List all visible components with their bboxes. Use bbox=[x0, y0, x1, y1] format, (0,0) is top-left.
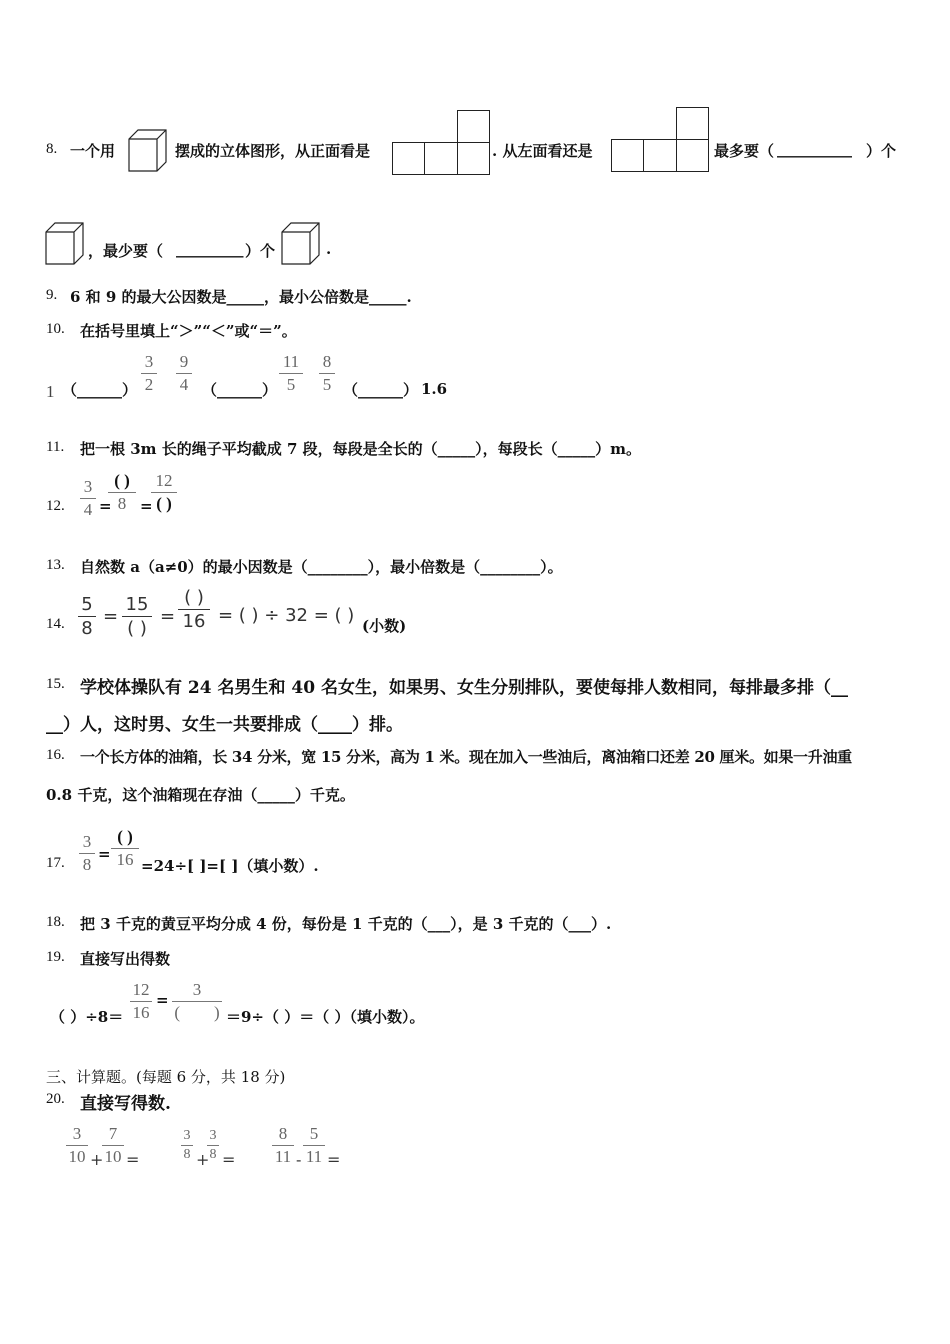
q20-e2-fraction-a: 3 8 bbox=[181, 1128, 193, 1163]
q20-e3-equals: = bbox=[327, 1150, 341, 1169]
q18-text: 把 3 千克的黄豆平均分成 4 份，每份是 1 千克的（___），是 3 千克的（___）. bbox=[80, 915, 612, 933]
q19-text: 直接写出得数 bbox=[80, 950, 171, 968]
q19-number: 19. bbox=[46, 949, 65, 965]
q9-number: 9. bbox=[46, 287, 58, 303]
q16-line-2: 0.8 千克，这个油箱现在存油（_____）千克。 bbox=[46, 786, 355, 804]
cube-icon bbox=[281, 222, 321, 266]
q10-value-2: 1.6 bbox=[421, 380, 448, 398]
q10-blank-1: （______） bbox=[62, 381, 138, 399]
section-3-title: 三、计算题。(每题 6 分，共 18 分) bbox=[46, 1068, 286, 1086]
q10-fraction-3: 11 5 bbox=[279, 352, 303, 395]
q8-text-5: ）个 bbox=[866, 142, 897, 160]
q10-number: 10. bbox=[46, 321, 65, 337]
q8-number: 8. bbox=[46, 141, 58, 157]
q20-e2-fraction-b: 3 8 bbox=[207, 1128, 219, 1163]
q8-blank-max: __________ bbox=[777, 140, 852, 158]
q20-e1-operator: + bbox=[90, 1150, 104, 1169]
q8-blank-min: _________ bbox=[176, 240, 244, 258]
q14-number: 14. bbox=[46, 616, 65, 632]
q19-fraction-2: 3 ( ) bbox=[172, 980, 222, 1023]
q8-text-3: . 从左面看还是 bbox=[492, 142, 593, 160]
q8-text-1: 一个用 bbox=[70, 142, 116, 160]
q14-fraction-2: 15 ( ) bbox=[122, 594, 152, 639]
q17-fraction-1: 3 8 bbox=[79, 832, 95, 875]
q14-equals-2: = bbox=[160, 606, 176, 627]
q20-e1-equals: = bbox=[126, 1150, 140, 1169]
q20-e1-fraction-a: 3 10 bbox=[66, 1124, 88, 1167]
q15-line-1: 学校体操队有 24 名男生和 40 名女生，如果男、女生分别排队，要使每排人数相同，每排最多排（__ bbox=[80, 678, 848, 698]
q9-text: 6 和 9 的最大公因数是_____，最小公倍数是_____. bbox=[70, 288, 412, 306]
q17-number: 17. bbox=[46, 855, 65, 871]
q20-text: 直接写得数. bbox=[80, 1094, 171, 1114]
q11-text: 把一根 3m 长的绳子平均截成 7 段，每段是全长的（_____），每段长（_____）m。 bbox=[80, 440, 642, 458]
q13-text: 自然数 a（a≠0）的最小因数是（________），最小倍数是（________）。 bbox=[80, 558, 563, 576]
q17-fraction-2: ( ) 16 bbox=[111, 827, 139, 870]
q14-fraction-1: 5 8 bbox=[78, 594, 96, 639]
q17-equals: = bbox=[98, 845, 111, 863]
cube-icon bbox=[45, 222, 85, 266]
q13-number: 13. bbox=[46, 557, 65, 573]
q8-text-7: ）个 bbox=[245, 242, 276, 260]
q18-number: 18. bbox=[46, 914, 65, 930]
q19-equals: = bbox=[156, 991, 169, 1009]
q14-note: (小数) bbox=[362, 617, 407, 635]
q10-fraction-4: 8 5 bbox=[319, 352, 335, 395]
q20-e3-operator: - bbox=[296, 1150, 302, 1169]
q20-e3-fraction-b: 5 11 bbox=[303, 1124, 325, 1167]
q20-e3-fraction-a: 8 11 bbox=[272, 1124, 294, 1167]
q11-number: 11. bbox=[46, 439, 65, 455]
q19-prefix: （ ）÷8＝ bbox=[50, 1008, 124, 1026]
q14-tail: = ( ) ÷ 32 = ( ) bbox=[218, 605, 355, 626]
q10-blank-2: （______） bbox=[202, 381, 278, 399]
cube-icon bbox=[128, 129, 168, 173]
q12-fraction-2: ( ) 8 bbox=[108, 471, 136, 514]
q10-text: 在括号里填上“＞”“＜”或“＝”。 bbox=[80, 322, 297, 340]
q12-equals-2: = bbox=[140, 497, 153, 515]
q16-number: 16. bbox=[46, 747, 65, 763]
q8-text-8: . bbox=[326, 240, 332, 258]
q14-fraction-3: ( ) 16 bbox=[178, 587, 210, 632]
q8-text-2: 摆成的立体图形，从正面看是 bbox=[175, 142, 371, 160]
q17-tail: =24÷[ ]=[ ]（填小数）. bbox=[141, 857, 319, 875]
q20-e2-operator: + bbox=[196, 1150, 210, 1169]
q12-equals-1: = bbox=[99, 497, 112, 515]
q16-line-1: 一个长方体的油箱，长 34 分米，宽 15 分米，高为 1 米。现在加入一些油后，离油箱口还差 20 厘米。如果一升油重 bbox=[80, 748, 852, 766]
q12-number: 12. bbox=[46, 498, 65, 514]
q10-blank-3: （______） bbox=[343, 381, 419, 399]
q8-text-6: ，最少要（ bbox=[88, 242, 164, 260]
q19-tail: ＝9÷（ ）＝（ ）（填小数）。 bbox=[226, 1008, 425, 1026]
q19-fraction-1: 12 16 bbox=[130, 980, 152, 1023]
q20-e1-fraction-b: 7 10 bbox=[102, 1124, 124, 1167]
q15-number: 15. bbox=[46, 676, 65, 692]
q10-fraction-1: 3 2 bbox=[141, 352, 157, 395]
q14-equals-1: = bbox=[103, 606, 119, 627]
q15-line-2: __）人，这时男、女生一共要排成（____）排。 bbox=[46, 715, 403, 735]
q10-fraction-2: 9 4 bbox=[176, 352, 192, 395]
q20-number: 20. bbox=[46, 1091, 65, 1107]
q10-value-1: 1 bbox=[46, 382, 55, 401]
q12-fraction-1: 3 4 bbox=[80, 477, 96, 520]
q12-fraction-3: 12 ( ) bbox=[151, 471, 177, 514]
q8-text-4: 最多要（ bbox=[714, 142, 775, 160]
q20-e2-equals: = bbox=[222, 1150, 236, 1169]
